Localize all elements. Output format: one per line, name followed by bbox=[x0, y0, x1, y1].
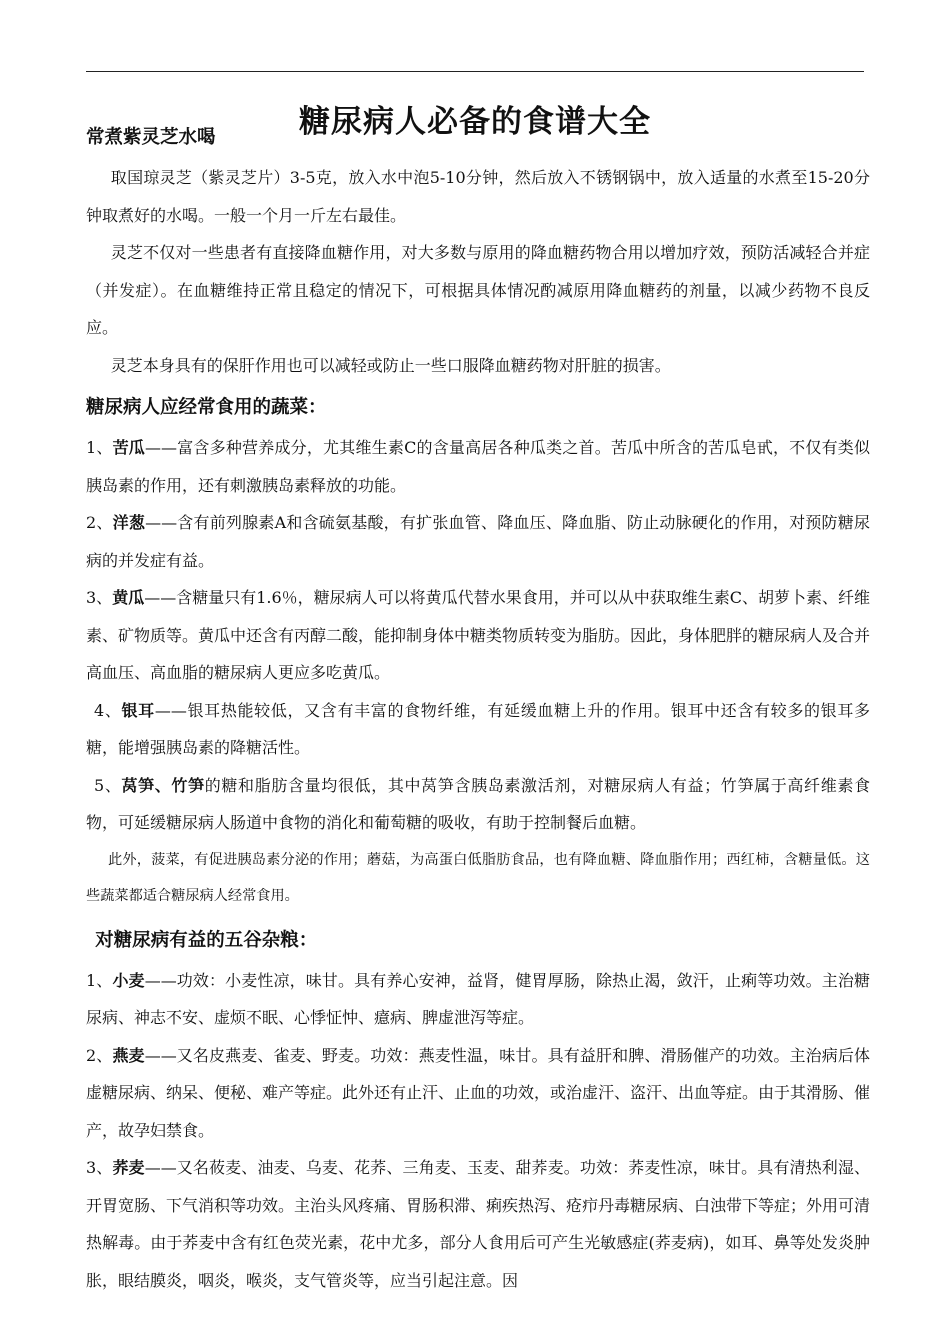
list-item bbox=[86, 962, 870, 1037]
item-text: ——又名皮燕麦、雀麦、野麦。功效：燕麦性温，味甘。具有益肝和脾、滑肠催产的功效。主治病后体虚糖尿病、纳呆、便秘、难产等症。此外还有止汗、止血的功效，或治虚汗、盗汗、出血等症。由于其滑肠、催产，故孕妇禁食。 bbox=[86, 1045, 871, 1140]
item-text: ——银耳热能较低，又含有丰富的食物纤维，有延缓血糖上升的作用。银耳中还含有较多的银耳多糖，能增强胰岛素的降糖活性。 bbox=[86, 700, 870, 757]
item-name: 银耳 bbox=[121, 700, 155, 720]
item-name: 荞麦 bbox=[112, 1158, 145, 1177]
item-number: 2、 bbox=[86, 1045, 113, 1065]
item-text: ——含有前列腺素A和含硫氨基酸，有扩张血管、降血压、降血脂、防止动脉硬化的作用，对预防糖尿病的并发症有益。 bbox=[86, 513, 870, 570]
item-name: 洋葱 bbox=[112, 513, 146, 532]
paragraph: 灵芝本身具有的保肝作用也可以减轻或防止一些口服降血糖药物对肝脏的损害。 bbox=[110, 355, 671, 375]
header-rule bbox=[86, 71, 864, 72]
item-name: 燕麦 bbox=[112, 1045, 145, 1065]
item-text: ——又名莜麦、油麦、乌麦、花荞、三角麦、玉麦、甜荞麦。功效：荞麦性凉，味甘。具有清热利湿、开胃宽肠、下气消积等功效。主治头风疼痛、胃肠积滞、痢疾热泻、疮疖丹毒糖尿病、白浊带下等症；外用可清热解毒。由于荞麦中含有红色荧光素，花中尤多，部分人食用后可产生光敏感症(荞麦病)，如耳、鼻等处发炎肿胀，眼结膜炎，咽炎，喉炎，支气管炎等，应当引起注意。因 bbox=[86, 1158, 871, 1290]
section-heading-vegetables: 糖尿病人应经常食用的蔬菜： bbox=[86, 397, 327, 418]
list-item bbox=[86, 579, 870, 692]
item-name: 莴笋、竹笋 bbox=[121, 775, 205, 795]
item-text: ——功效：小麦性凉，味甘。具有养心安神，益肾，健胃厚肠，除热止渴，敛汗，止痢等功效。主治糖尿病、神志不安、虚烦不眠、心悸怔忡、癔病、脾虚泄泻等症。 bbox=[86, 970, 870, 1027]
item-name: 苦瓜 bbox=[112, 438, 146, 457]
item-number: 5、 bbox=[94, 775, 122, 795]
item-name: 小麦 bbox=[112, 970, 145, 990]
list-item bbox=[86, 767, 870, 842]
list-item bbox=[86, 1149, 870, 1299]
item-text: 的糖和脂肪含量均很低，其中莴笋含胰岛素激活剂，对糖尿病人有益；竹笋属于高纤维素食物，可延缓糖尿病人肠道中食物的消化和葡萄糖的吸收，有助于控制餐后血糖。 bbox=[86, 775, 870, 832]
list-item bbox=[86, 692, 870, 767]
section-heading-lingzhi: 常煮紫灵芝水喝 bbox=[86, 127, 216, 148]
item-number: 4、 bbox=[94, 700, 122, 720]
item-number: 2、 bbox=[86, 513, 113, 532]
paragraph: 灵芝不仅对一些患者有直接降血糖作用，对大多数与原用的降血糖药物合用以增加疗效，预防活减轻合并症（并发症）。在血糖维持正常且稳定的情况下，可根据具体情况酌减原用降血糖药的剂量，以减少药物不良反应。 bbox=[86, 243, 870, 337]
list-item bbox=[86, 429, 870, 504]
item-text: ——富含多种营养成分，尤其维生素C的含量高居各种瓜类之首。苦瓜中所含的苦瓜皂甙，不仅有类似胰岛素的作用，还有刺激胰岛素释放的功能。 bbox=[86, 438, 870, 495]
item-number: 1、 bbox=[86, 438, 113, 457]
document-body bbox=[86, 120, 870, 1299]
item-number: 3、 bbox=[86, 1158, 113, 1177]
vegetables-note: 此外，菠菜，有促进胰岛素分泌的作用；蘑菇，为高蛋白低脂肪食品，也有降血糖、降血脂作用；西红柿，含糖量低。这些蔬菜都适合糖尿病人经常食用。 bbox=[86, 851, 870, 904]
paragraph: 取国琼灵芝（紫灵芝片）3-5克，放入水中泡5-10分钟，然后放入不锈钢锅中，放入适量的水煮至15-20分钟取煮好的水喝。一般一个月一斤左右最佳。 bbox=[86, 168, 870, 225]
item-name: 黄瓜 bbox=[112, 588, 145, 607]
section-heading-grains: 对糖尿病有益的五谷杂粮： bbox=[95, 929, 318, 951]
item-text: ——含糖量只有1.6％，糖尿病人可以将黄瓜代替水果食用，并可以从中获取维生素C、胡萝卜素、纤维素、矿物质等。黄瓜中还含有丙醇二酸，能抑制身体中糖类物质转变为脂肪。因此，身体肥胖的糖尿病人及合并高血压、高血脂的糖尿病人更应多吃黄瓜。 bbox=[86, 588, 871, 682]
page-title: 糖尿病人必备的食谱大全 bbox=[299, 103, 651, 140]
item-number: 1、 bbox=[86, 970, 113, 990]
list-item bbox=[86, 1037, 870, 1150]
item-number: 3、 bbox=[86, 588, 113, 607]
list-item bbox=[86, 504, 870, 579]
